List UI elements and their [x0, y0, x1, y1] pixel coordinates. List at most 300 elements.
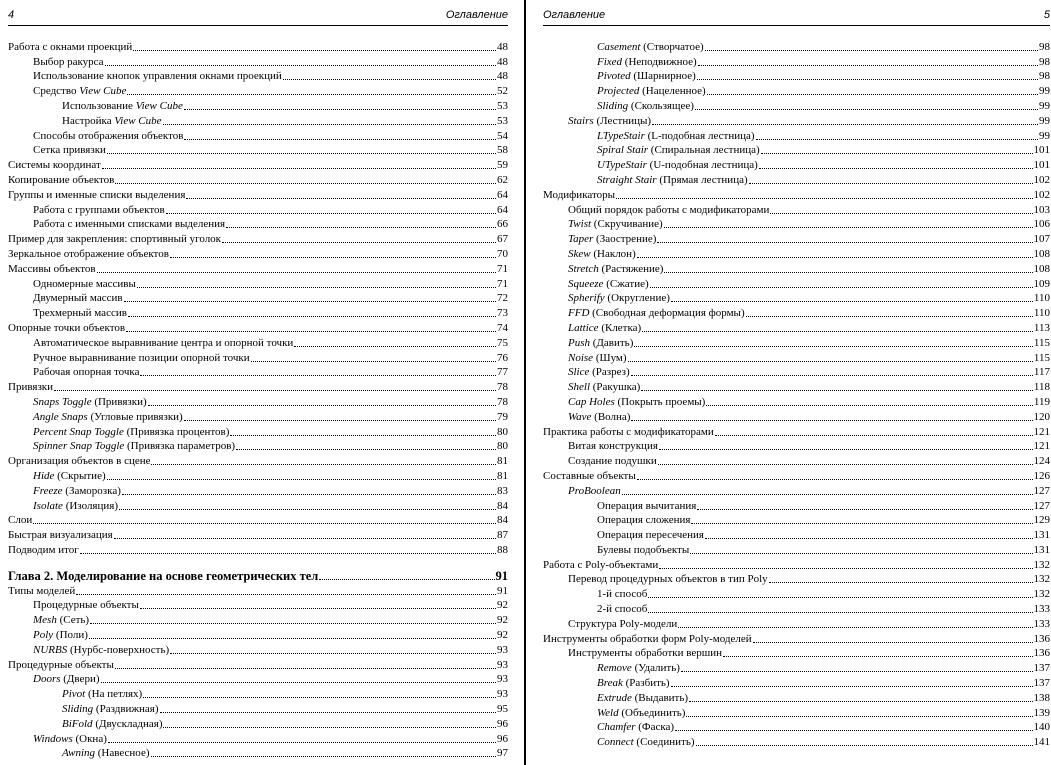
- toc-entry[interactable]: [543, 320, 1050, 335]
- toc-page-number: 92: [497, 599, 508, 612]
- toc-page-number: 106: [1033, 218, 1050, 231]
- toc-page-number: 129: [1033, 514, 1050, 527]
- toc-entry-title-part: Системы координат: [8, 159, 101, 172]
- toc-entry-title-part: Витая конструкция: [568, 440, 658, 453]
- toc-entry[interactable]: [543, 128, 1050, 143]
- toc-entry[interactable]: [8, 701, 508, 716]
- toc-entry-title: [33, 629, 88, 642]
- toc-entry[interactable]: [543, 143, 1050, 158]
- toc-page-number: 77: [497, 366, 508, 379]
- toc-page-number: 48: [497, 55, 508, 68]
- toc-page-number: 87: [497, 529, 508, 542]
- toc-page-number: 118: [1033, 381, 1050, 394]
- toc-entry-title: [8, 174, 114, 187]
- toc-entry-title: [8, 159, 101, 172]
- toc-entry-title: [597, 41, 704, 54]
- toc-entry[interactable]: [543, 291, 1050, 306]
- toc-entry[interactable]: [543, 39, 1050, 54]
- toc-entry[interactable]: [543, 335, 1050, 350]
- toc-entry-title: [33, 70, 282, 83]
- toc-page-number: 132: [1033, 573, 1050, 586]
- toc-entry[interactable]: [8, 113, 508, 128]
- toc-entry-title-part: Двумерный массив: [33, 292, 123, 305]
- toc-entry[interactable]: [8, 468, 508, 483]
- toc-entry[interactable]: [8, 128, 508, 143]
- toc-entry[interactable]: [8, 54, 508, 69]
- toc-entry[interactable]: [543, 690, 1050, 705]
- toc-entry-title: [568, 485, 621, 498]
- toc-page-number: 96: [497, 732, 508, 745]
- toc-entry-title: [568, 366, 630, 379]
- toc-entry[interactable]: [8, 39, 508, 54]
- toc-page-number: 138: [1033, 691, 1050, 704]
- toc-entry-title: [62, 115, 162, 128]
- toc-page-number: 132: [1033, 588, 1050, 601]
- toc-entry[interactable]: [8, 83, 508, 98]
- toc-entry-title: [568, 352, 627, 365]
- toc-entry[interactable]: [543, 572, 1050, 587]
- dot-leader: [294, 346, 496, 347]
- toc-entry-title: [33, 56, 104, 69]
- toc-entry[interactable]: [543, 246, 1050, 261]
- dot-leader: [114, 538, 496, 539]
- toc-entry[interactable]: [543, 527, 1050, 542]
- toc-chapter[interactable]: [8, 557, 508, 583]
- toc-page-number: 127: [1033, 484, 1050, 497]
- toc-entry-title: [597, 588, 647, 601]
- toc-page-number: 93: [497, 688, 508, 701]
- toc-entry-title-part: (Удалить): [631, 662, 680, 675]
- toc-page-number: 71: [497, 277, 508, 290]
- toc-entry[interactable]: [543, 172, 1050, 187]
- toc-entry-title-part: (Соединить): [633, 736, 695, 749]
- toc-entry-title-part: 1-й способ: [597, 588, 648, 601]
- toc-entry-title-italic: Lattice: [568, 321, 599, 334]
- dot-leader: [115, 183, 496, 184]
- toc-entry-title: [33, 614, 89, 627]
- toc-entry-title-part: Инструменты обработки вершин: [568, 647, 723, 660]
- toc-entry-title-italic: Poly: [33, 629, 54, 642]
- toc-entry[interactable]: [543, 305, 1050, 320]
- toc-entry-title: [33, 130, 183, 143]
- toc-entry-title: [8, 585, 75, 598]
- dot-leader: [127, 94, 496, 95]
- toc-page-number: 95: [497, 703, 508, 716]
- toc-entry-title-part: (Скрытие): [54, 469, 106, 482]
- toc-entry-title: [543, 470, 636, 483]
- toc-entry-title-italic: FFD: [568, 307, 590, 320]
- toc-entry-title-part: Средство: [33, 85, 80, 98]
- dot-leader: [761, 153, 1033, 154]
- toc-entry-title-part: (На петлях): [85, 688, 143, 701]
- toc-entry-title: [597, 500, 696, 513]
- toc-entry[interactable]: [543, 157, 1050, 172]
- toc-page-number: 136: [1033, 647, 1050, 660]
- toc-entry-title-part: (Ракушка): [590, 381, 641, 394]
- toc-page-number: 99: [1039, 85, 1050, 98]
- dot-leader: [101, 682, 497, 683]
- dot-leader: [642, 331, 1033, 332]
- toc-entry-title: [568, 440, 658, 453]
- toc-entry[interactable]: [8, 716, 508, 731]
- toc-entry[interactable]: [8, 335, 508, 350]
- toc-entry-title: [8, 41, 132, 54]
- toc-entry[interactable]: [8, 202, 508, 217]
- dot-leader: [184, 420, 496, 421]
- dot-leader: [759, 168, 1033, 169]
- dot-leader: [756, 139, 1038, 140]
- dot-leader: [148, 405, 496, 406]
- toc-entry-title-part: Сетка привязки: [33, 144, 106, 157]
- toc-page-number: 84: [497, 499, 508, 512]
- toc-entry[interactable]: [543, 261, 1050, 276]
- dot-leader: [33, 523, 496, 524]
- toc-entry[interactable]: [543, 54, 1050, 69]
- toc-entry[interactable]: [8, 672, 508, 687]
- toc-entry[interactable]: [543, 646, 1050, 661]
- toc-entry-title-italic: Sliding: [62, 703, 94, 716]
- toc-entry[interactable]: [8, 439, 508, 454]
- toc-entry[interactable]: [543, 276, 1050, 291]
- toc-entry[interactable]: [543, 705, 1050, 720]
- toc-entry[interactable]: [8, 642, 508, 657]
- toc-page-number: 91: [497, 584, 508, 597]
- toc-entry[interactable]: [543, 453, 1050, 468]
- toc-entry[interactable]: [543, 379, 1050, 394]
- toc-entry-title: [597, 707, 685, 720]
- dot-leader: [143, 697, 496, 698]
- toc-entry[interactable]: [543, 660, 1050, 675]
- toc-page-number: 64: [497, 188, 508, 201]
- dot-leader: [648, 597, 1032, 598]
- toc-entry-title-italic: NURBS: [33, 643, 68, 656]
- toc-entry-title-part: Общий порядок работы с модификаторами: [568, 203, 770, 216]
- toc-page-number: 126: [1033, 469, 1050, 482]
- dot-leader: [698, 65, 1038, 66]
- toc-entry[interactable]: [8, 498, 508, 513]
- toc-entry-title-part: (Давить): [590, 336, 634, 349]
- toc-entry[interactable]: [543, 83, 1050, 98]
- dot-leader: [108, 742, 496, 743]
- toc-page-number: 52: [497, 85, 508, 98]
- toc-entry[interactable]: [8, 320, 508, 335]
- toc-entry[interactable]: [8, 365, 508, 380]
- toc-entry-title: [8, 233, 221, 246]
- toc-page-number: 72: [497, 292, 508, 305]
- right-page: [534, 0, 1051, 765]
- dot-leader: [707, 94, 1038, 95]
- toc-entry[interactable]: [8, 291, 508, 306]
- toc-entry-title: [8, 659, 114, 672]
- toc-entry[interactable]: [8, 542, 508, 557]
- toc-page-number: 137: [1033, 662, 1050, 675]
- toc-entry-title: [597, 159, 758, 172]
- toc-entry-title-part: (Скручивание): [591, 218, 663, 231]
- dot-leader: [628, 361, 1033, 362]
- toc-entry-title-part: (Шарнирное): [630, 70, 696, 83]
- toc-entry-title-part: (Нацеленное): [639, 85, 706, 98]
- toc-entry[interactable]: [8, 627, 508, 642]
- dot-leader: [151, 756, 497, 757]
- dot-leader: [76, 594, 496, 595]
- toc-entry-title-part: Организация объектов в сцене: [8, 455, 151, 468]
- toc-entry-title-part: Способы отображения объектов: [33, 129, 184, 142]
- toc-page-number: 96: [497, 717, 508, 730]
- dot-leader: [631, 375, 1033, 376]
- toc-entry-title-part: Копирование объектов: [8, 173, 115, 186]
- dot-leader: [681, 671, 1033, 672]
- toc-entry-title-part: Работа с именными списками выделения: [33, 218, 226, 231]
- toc-entry[interactable]: [543, 513, 1050, 528]
- dot-leader: [319, 579, 494, 580]
- toc-entry[interactable]: [8, 583, 508, 598]
- dot-leader: [107, 479, 496, 480]
- toc-entry[interactable]: [8, 453, 508, 468]
- dot-leader: [690, 553, 1032, 554]
- toc-entry-title: [568, 263, 663, 276]
- page-number: 5: [1043, 9, 1050, 21]
- toc-entry[interactable]: [543, 631, 1050, 646]
- dot-leader: [222, 242, 496, 243]
- toc-page-number: 108: [1033, 247, 1050, 260]
- toc-entry[interactable]: [543, 98, 1050, 113]
- toc-entry-title-part: Зеркальное отображение объектов: [8, 247, 169, 260]
- toc-entry[interactable]: [8, 686, 508, 701]
- dot-leader: [675, 730, 1032, 731]
- toc-entry[interactable]: [8, 731, 508, 746]
- toc-entry-title-italic: Stretch: [568, 262, 599, 275]
- toc-entry[interactable]: [8, 598, 508, 613]
- toc-entry[interactable]: [8, 157, 508, 172]
- toc-entry-title-part: (Привязка процентов): [123, 425, 230, 438]
- toc-entry-title-part: (Привязки): [91, 395, 147, 408]
- toc-entry-title-italic: View Cube: [114, 114, 162, 127]
- toc-entry[interactable]: [543, 409, 1050, 424]
- running-header: Оглавление: [543, 9, 606, 21]
- toc-page-number: 92: [497, 629, 508, 642]
- toc-entry-title-part: (Растяжение): [598, 262, 664, 275]
- toc-entry[interactable]: [8, 657, 508, 672]
- toc-entry-title: [568, 411, 630, 424]
- toc-entry[interactable]: [8, 217, 508, 232]
- dot-leader: [97, 272, 496, 273]
- toc-entry[interactable]: [8, 350, 508, 365]
- toc-entry-title-italic: Chamfer: [597, 721, 636, 734]
- toc-entry[interactable]: [8, 143, 508, 158]
- toc-page-number: 93: [497, 673, 508, 686]
- toc-entry-title-italic: Casement: [597, 40, 641, 53]
- toc-entry[interactable]: [543, 586, 1050, 601]
- toc-page-number: 115: [1033, 336, 1050, 349]
- toc-entry-title-part: Массивы объектов: [8, 262, 96, 275]
- page-number: 4: [8, 9, 15, 21]
- toc-page-number: 107: [1033, 233, 1050, 246]
- toc-entry-title-italic: Spherify: [568, 292, 605, 305]
- toc-entry[interactable]: [8, 612, 508, 627]
- dot-leader: [170, 257, 496, 258]
- dot-leader: [705, 50, 1038, 51]
- toc-entry-title-part: (Покрыть проемы): [614, 395, 706, 408]
- toc-entry-title-part: (Разбить): [622, 677, 670, 690]
- toc-entry-title: [33, 673, 100, 686]
- toc-entry[interactable]: [8, 483, 508, 498]
- toc-page-number: 131: [1033, 529, 1050, 542]
- toc-entry[interactable]: [8, 379, 508, 394]
- toc-entry-title: [568, 573, 768, 586]
- toc-entry-title-part: (Объединить): [618, 706, 686, 719]
- toc-entry[interactable]: [8, 409, 508, 424]
- toc-entry-title: [8, 381, 53, 394]
- dot-leader: [251, 361, 496, 362]
- toc-entry[interactable]: [543, 601, 1050, 616]
- toc-entry[interactable]: [543, 468, 1050, 483]
- toc-entry[interactable]: [8, 231, 508, 246]
- toc-entry-title-part: Использование: [62, 99, 136, 112]
- dot-leader: [637, 257, 1033, 258]
- dot-leader: [697, 79, 1038, 80]
- toc-entry-title-part: (U-подобная лестница): [646, 159, 758, 172]
- dot-leader: [769, 582, 1033, 583]
- toc-entry[interactable]: [8, 394, 508, 409]
- dot-leader: [723, 656, 1032, 657]
- toc-entry[interactable]: [543, 720, 1050, 735]
- toc-entry[interactable]: [8, 261, 508, 276]
- dot-leader: [696, 745, 1033, 746]
- toc-entry[interactable]: [8, 246, 508, 261]
- dot-leader: [770, 213, 1032, 214]
- toc-entry-title-part: (Раздвижная): [93, 703, 159, 716]
- toc-entry-title: [568, 322, 641, 335]
- toc-entry-title: [568, 307, 745, 320]
- dot-leader: [186, 198, 496, 199]
- dot-leader: [151, 464, 496, 465]
- toc-page-number: 53: [497, 114, 508, 127]
- toc-entry-title: [8, 570, 318, 583]
- dot-leader: [686, 716, 1032, 717]
- toc-entry-title: [597, 721, 674, 734]
- toc-entry[interactable]: [543, 542, 1050, 557]
- toc-entry-title: [33, 485, 121, 498]
- toc-entry[interactable]: [543, 217, 1050, 232]
- toc-entry-title-part: Операция вычитания: [597, 499, 697, 512]
- toc-entry-title-part: (Изоляция): [62, 499, 118, 512]
- toc-entry[interactable]: [8, 98, 508, 113]
- toc-entry-title: [33, 396, 147, 409]
- toc-entry-title: [543, 189, 615, 202]
- dot-leader: [659, 568, 1032, 569]
- dot-leader: [616, 198, 1032, 199]
- dot-leader: [658, 464, 1033, 465]
- toc-entry[interactable]: [543, 557, 1050, 572]
- toc-entry-title-italic: Angle Snaps: [33, 410, 88, 423]
- toc-entry-title-part: (Фаска): [635, 721, 675, 734]
- toc-page-number: 98: [1039, 40, 1050, 53]
- toc-entry[interactable]: [543, 675, 1050, 690]
- toc-entry[interactable]: [8, 172, 508, 187]
- toc-page-number: 75: [497, 336, 508, 349]
- toc-entry[interactable]: [543, 439, 1050, 454]
- toc-page-number: 102: [1033, 173, 1050, 186]
- toc-page-number: 108: [1033, 262, 1050, 275]
- toc-page-number: 131: [1033, 543, 1050, 556]
- toc-entry[interactable]: [8, 424, 508, 439]
- toc-entry-title-italic: Windows: [33, 732, 73, 745]
- toc-entry[interactable]: [8, 527, 508, 542]
- toc-entry-title: [33, 204, 165, 217]
- toc-entry-title-part: Слои: [8, 514, 33, 527]
- toc-entry[interactable]: [8, 746, 508, 761]
- toc-entry[interactable]: [543, 202, 1050, 217]
- toc-entry-title: [543, 426, 714, 439]
- toc-entry[interactable]: [543, 231, 1050, 246]
- toc-entry-title-part: (Заморозка): [62, 484, 121, 497]
- toc-entry[interactable]: [543, 394, 1050, 409]
- toc-entry[interactable]: [543, 365, 1050, 380]
- toc-page-number: 117: [1033, 366, 1050, 379]
- dot-leader: [283, 79, 496, 80]
- toc-entry[interactable]: [8, 305, 508, 320]
- toc-entry-title-part: (Скользящее): [628, 99, 694, 112]
- toc-entry-title-part: (Выдавить): [631, 691, 689, 704]
- toc-entry-title-italic: Extrude: [597, 691, 632, 704]
- dot-leader: [652, 124, 1038, 125]
- toc-page-number: 141: [1033, 736, 1050, 749]
- toc-entry[interactable]: [543, 498, 1050, 513]
- toc-entry[interactable]: [543, 187, 1050, 202]
- toc-entry-title: [33, 733, 107, 746]
- toc-entry-title-part: (Сеть): [56, 614, 90, 627]
- running-header: Оглавление: [445, 9, 508, 21]
- toc-entry[interactable]: [8, 187, 508, 202]
- toc-entry-title: [597, 70, 696, 83]
- toc-entry-title-part: (Привязка параметров): [124, 440, 236, 453]
- toc-entry[interactable]: [543, 734, 1050, 749]
- dot-leader: [90, 623, 496, 624]
- dot-leader: [746, 316, 1033, 317]
- dot-leader: [128, 316, 496, 317]
- toc-page-number: 59: [497, 159, 508, 172]
- dot-leader: [650, 287, 1033, 288]
- toc-entry-title: [33, 366, 139, 379]
- toc-entry-title-italic: Wave: [568, 410, 592, 423]
- toc-entry[interactable]: [543, 616, 1050, 631]
- dot-leader: [184, 139, 496, 140]
- toc-page-number: 102: [1033, 188, 1050, 201]
- toc-entry[interactable]: [8, 513, 508, 528]
- toc-entry-title-part: Операция сложения: [597, 514, 691, 527]
- toc-entry-title: [568, 248, 636, 261]
- toc-page-number: 139: [1033, 706, 1050, 719]
- toc-entry[interactable]: [543, 483, 1050, 498]
- toc-entry[interactable]: [543, 69, 1050, 84]
- toc-entry-title-italic: Pivoted: [597, 70, 631, 83]
- toc-entry[interactable]: [543, 424, 1050, 439]
- toc-entry-title: [33, 278, 136, 291]
- toc-entry-title: [597, 100, 694, 113]
- toc-entry[interactable]: [543, 350, 1050, 365]
- toc-entry[interactable]: [8, 276, 508, 291]
- toc-entry-title-italic: Stairs: [568, 114, 594, 127]
- toc-entry-title-part: Автоматическое выравнивание центра и опорной точки: [33, 336, 294, 349]
- toc-entry-title-italic: Push: [568, 336, 590, 349]
- toc-entry-title-italic: Connect: [597, 736, 634, 749]
- toc-page-number: 71: [497, 262, 508, 275]
- toc-entry[interactable]: [8, 69, 508, 84]
- toc-entry-title-italic: UTypeStair: [597, 159, 647, 172]
- dot-leader: [160, 712, 496, 713]
- header-rule: [543, 25, 1050, 26]
- toc-entry[interactable]: [543, 113, 1050, 128]
